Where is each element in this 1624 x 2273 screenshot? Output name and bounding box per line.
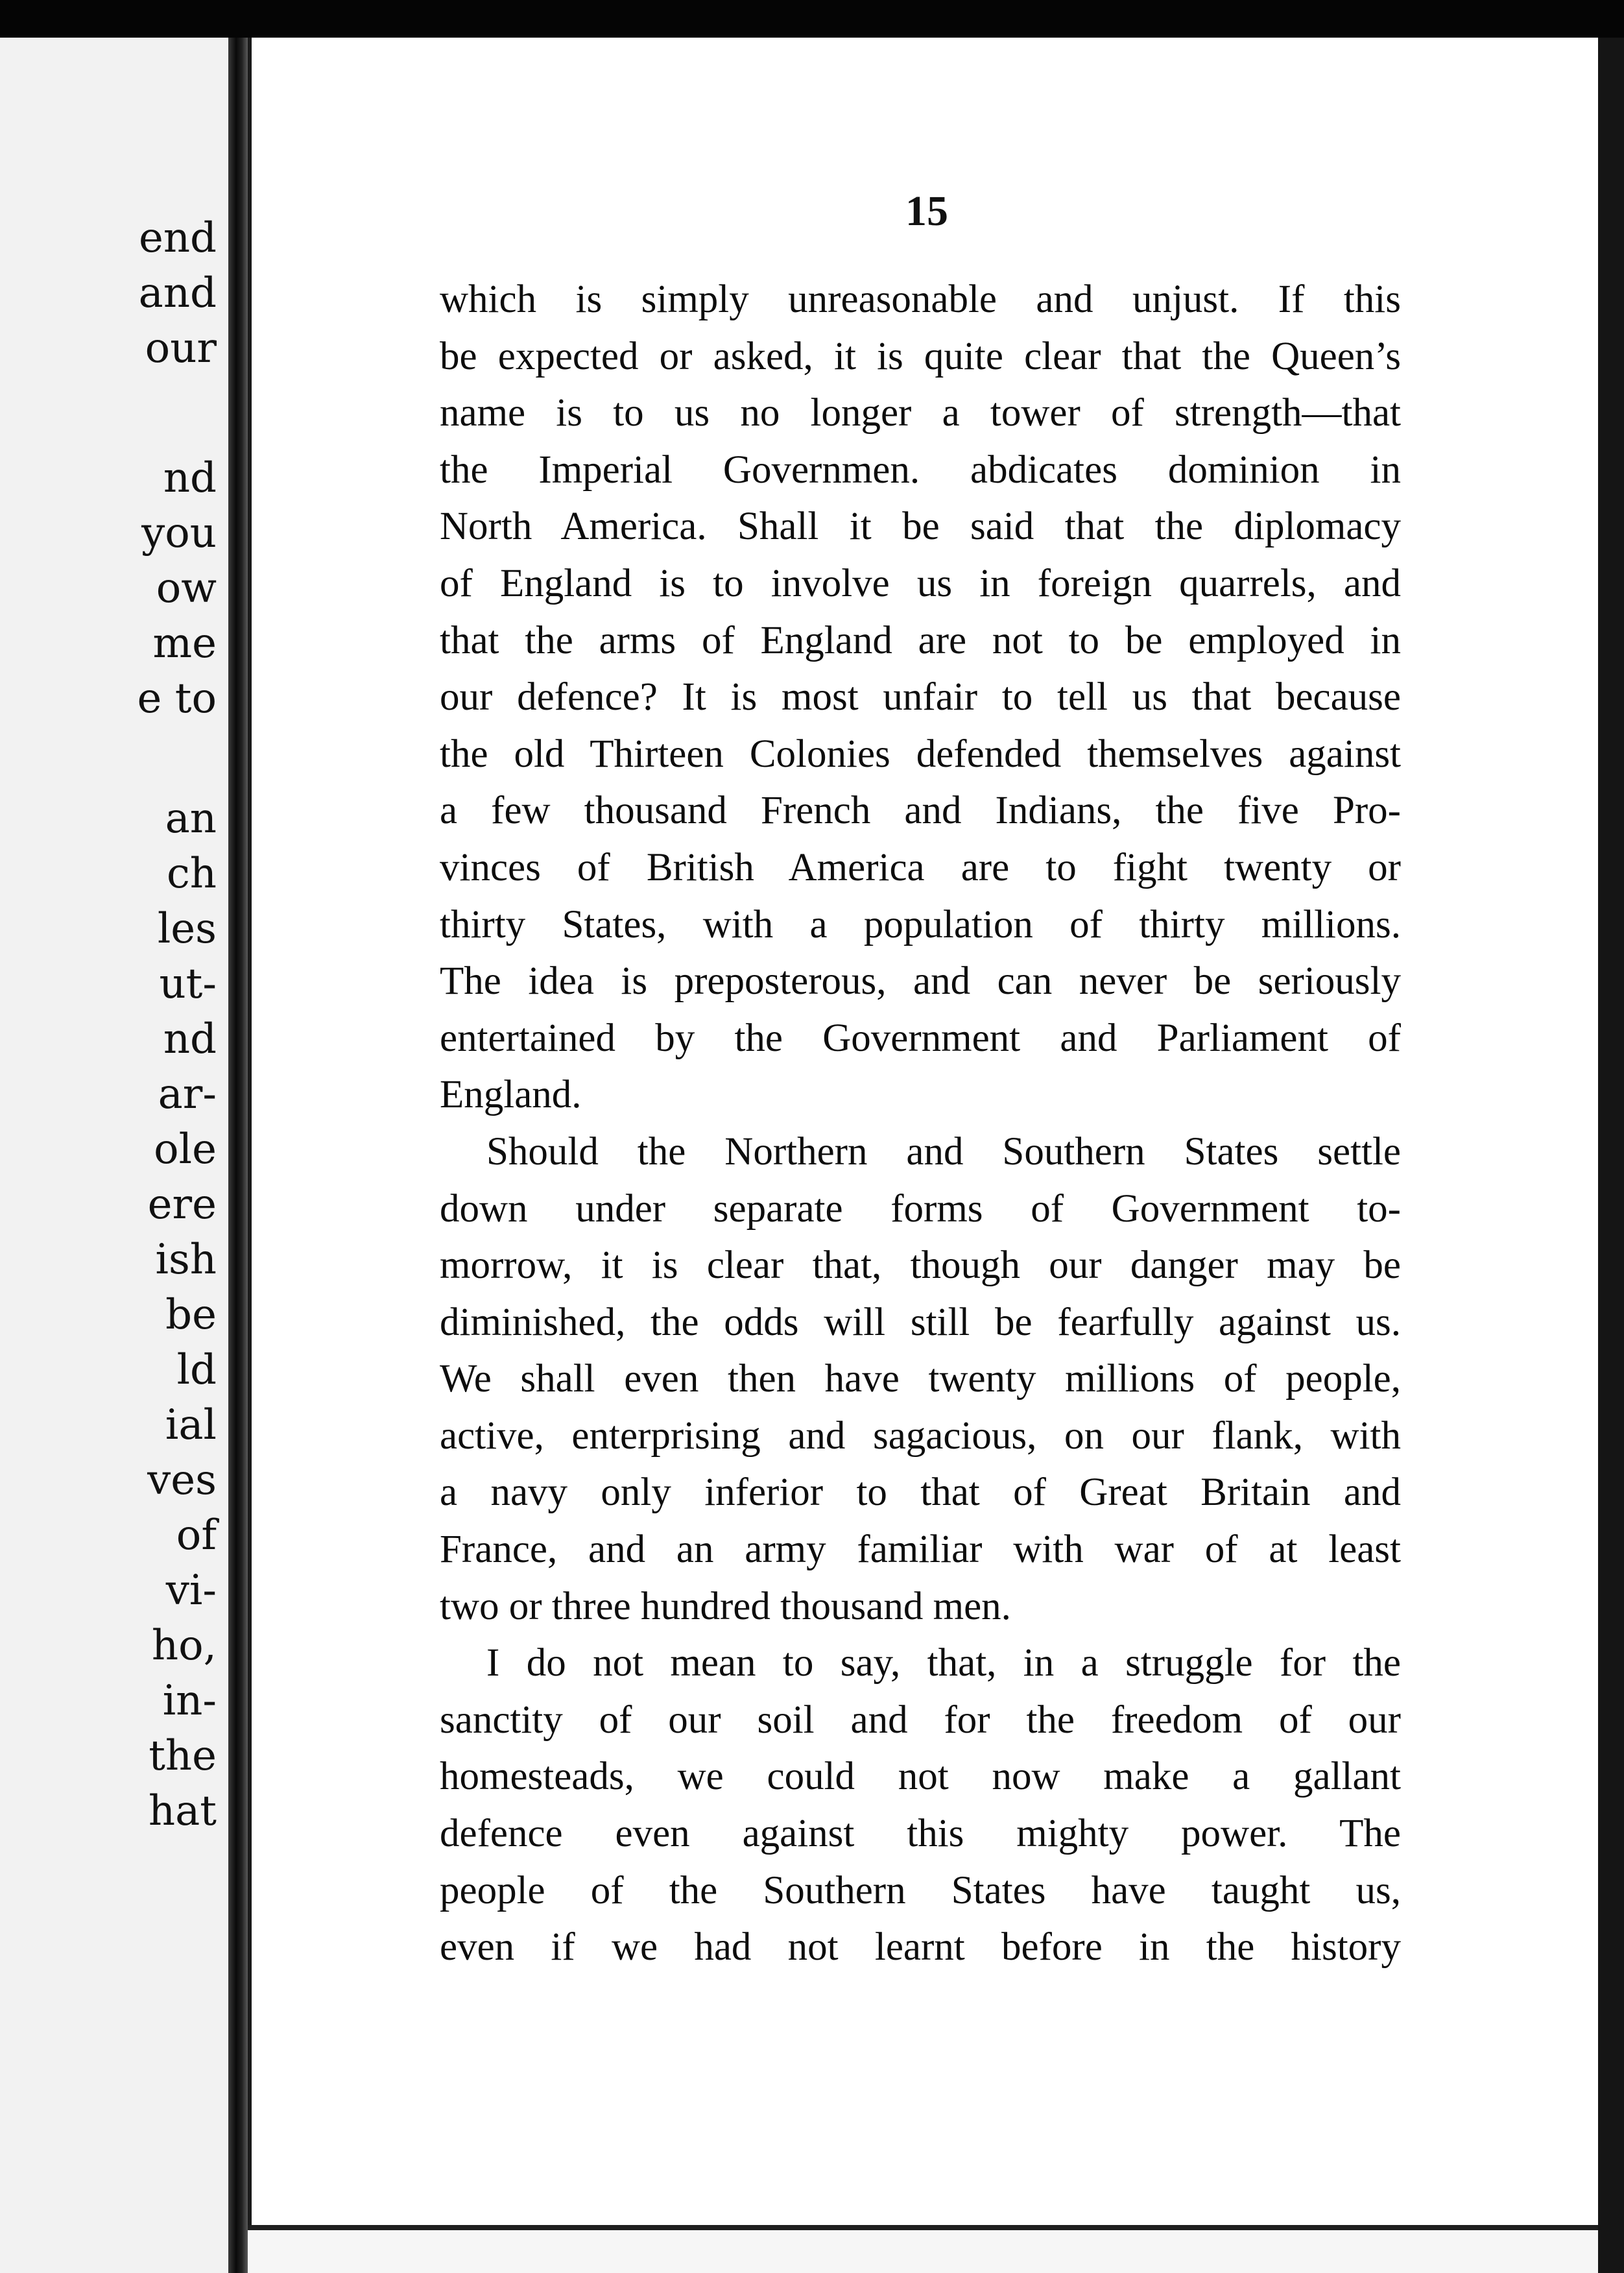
text-line: two or three hundred thousand men. [440, 1584, 1011, 1628]
facing-page-fragment: me [152, 619, 217, 667]
text-line: sanctity of our soil and for the freedom of our [440, 1698, 1401, 1742]
text-line: of England is to involve us in foreign quarrels, and [440, 561, 1401, 605]
text-line: The idea is preposterous, and can never be seriously [440, 959, 1401, 1004]
text-line: be expected or asked, it is quite clear that the Queen’s [440, 334, 1401, 378]
document-page [248, 38, 1598, 2225]
text-line: Should the Northern and Southern States settle [486, 1129, 1401, 1173]
facing-page-fragment: ial [165, 1401, 217, 1449]
facing-page-fragment: vi- [165, 1567, 217, 1615]
text-line: name is to us no longer a tower of strength—that [440, 391, 1401, 435]
text-line: a navy only inferior to that of Great Britain and [440, 1471, 1401, 1515]
facing-page-fragment: you [141, 509, 217, 557]
text-line: defence even against this mighty power. The [440, 1812, 1401, 1856]
page-bottom-edge [248, 2225, 1598, 2273]
text-line: which is simply unreasonable and unjust. If this [440, 278, 1401, 321]
text-line: vinces of British America are to fight twenty or [440, 845, 1401, 889]
text-line: that the arms of England are not to be employed in [440, 618, 1401, 662]
facing-page-fragment: e to [137, 675, 217, 723]
facing-page-fragment: ere [147, 1181, 217, 1229]
text-line: I do not mean to say, that, in a struggle for the [486, 1641, 1401, 1685]
text-line: the old Thirteen Colonies defended themselves against [440, 732, 1401, 776]
facing-page-fragment: ves [147, 1456, 217, 1504]
scan-top-border [0, 0, 1624, 38]
facing-page-fragment: nd [163, 454, 217, 502]
page-number: 15 [905, 187, 948, 235]
facing-page-fragment: an [165, 795, 217, 843]
facing-page-fragment: ar- [158, 1070, 217, 1118]
facing-page-fragment: les [157, 905, 217, 953]
facing-page-fragment: nd [163, 1015, 217, 1063]
facing-page-fragment: ho, [151, 1622, 217, 1670]
text-line: people of the Southern States have taught us, [440, 1868, 1401, 1912]
facing-page-fragment: and [138, 269, 217, 317]
facing-page-fragment: ish [155, 1236, 217, 1284]
text-line: the Imperial Governmen. abdicates dominion in [440, 448, 1401, 492]
text-line: We shall even then have twenty millions of people, [440, 1357, 1401, 1401]
facing-page-fragment: ow [156, 564, 217, 612]
text-line: a few thousand French and Indians, the five Pro- [440, 789, 1401, 833]
facing-page-fragment: in- [162, 1677, 217, 1725]
text-line: thirty States, with a population of thirty millions. [440, 902, 1401, 946]
text-line: homesteads, we could not now make a gallant [440, 1755, 1401, 1799]
facing-page-fragment: our [145, 324, 217, 372]
page-edge-shadow [1598, 38, 1624, 2273]
body-text [440, 271, 1401, 1976]
text-line: even if we had not learnt before in the history [440, 1925, 1401, 1969]
left-page-edge [0, 38, 228, 2273]
text-line: active, enterprising and sagacious, on our flank, with [440, 1413, 1401, 1458]
text-line: down under separate forms of Government to- [440, 1186, 1401, 1231]
text-line: entertained by the Government and Parliament of [440, 1016, 1401, 1060]
text-line: France, and an army familiar with war of at least [440, 1528, 1401, 1572]
text-line: England. [440, 1073, 582, 1117]
text-line: diminished, the odds will still be fearfully against us. [440, 1300, 1401, 1344]
book-gutter [228, 38, 248, 2273]
facing-page-fragment: ut- [159, 960, 217, 1008]
facing-page-fragment: hat [148, 1787, 217, 1835]
text-line: morrow, it is clear that, though our danger may be [440, 1244, 1401, 1288]
text-line: North America. Shall it be said that the diplomacy [440, 505, 1401, 549]
facing-page-fragment: the [149, 1732, 217, 1780]
facing-page-fragment: ole [154, 1125, 217, 1173]
facing-page-fragment: be [165, 1291, 217, 1339]
facing-page-fragment: ld [176, 1346, 217, 1394]
text-line: our defence? It is most unfair to tell us that because [440, 675, 1401, 719]
facing-page-fragment: of [176, 1511, 217, 1559]
facing-page-fragment: end [138, 214, 217, 262]
facing-page-fragment: ch [166, 850, 217, 898]
